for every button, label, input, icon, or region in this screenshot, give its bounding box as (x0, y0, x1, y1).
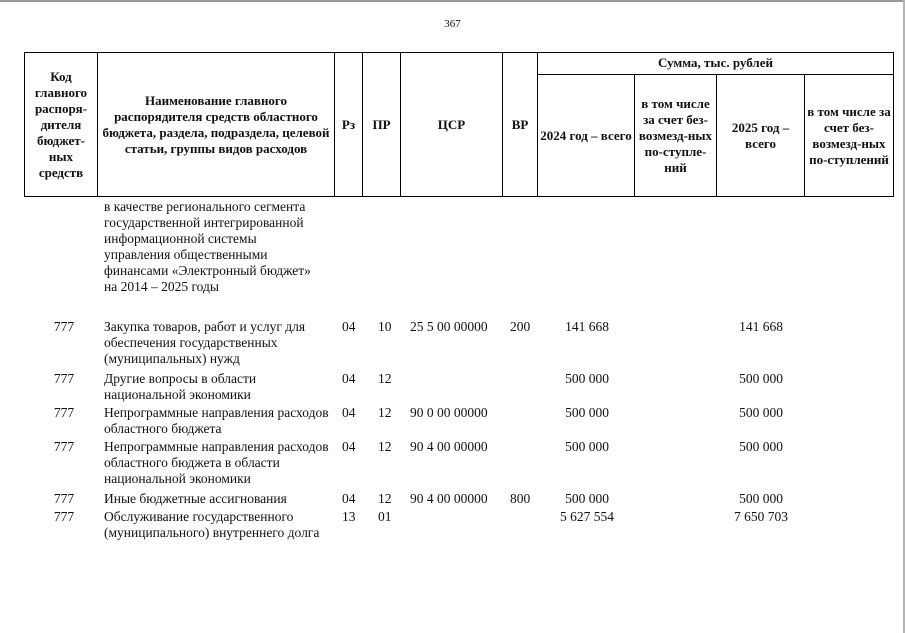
cell-code: 777 (53, 405, 75, 420)
cell-sum-2025: 500 000 (739, 439, 783, 454)
cell-rz: 13 (342, 509, 356, 524)
cell-csr: 25 5 00 00000 (410, 319, 488, 334)
continuation-text: в качестве регионального сегмента государственной интегрированной информационной системы управления общественными финансами «Электронный бюджет» на 2014 – 2025 годы (104, 199, 311, 294)
cell-pr: 12 (378, 405, 392, 420)
cell-name: Иные бюджетные ассигнования (104, 491, 287, 506)
cell-sum-2024: 500 000 (565, 371, 609, 386)
header-2025-total: 2025 год – всего (731, 119, 790, 151)
cell-rz: 04 (342, 439, 356, 454)
cell-name: Другие вопросы в области национальной экономики (104, 371, 257, 402)
header-2024-gratuitous: в том числе за счет без-возмезд-ных по-ступле-ний (638, 95, 713, 175)
cell-csr: 90 4 00 00000 (410, 439, 488, 454)
header-csr: ЦСР (437, 116, 466, 132)
header-2024-total: 2024 год – всего (540, 127, 632, 143)
cell-pr: 12 (378, 491, 392, 506)
header-2025-gratuitous: в том числе за счет без-возмезд-ных по-ступлений (807, 103, 891, 167)
cell-rz: 04 (342, 405, 356, 420)
cell-pr: 01 (378, 509, 392, 524)
cell-code: 777 (53, 439, 75, 454)
header-pr: ПР (372, 116, 391, 132)
cell-csr: 90 0 00 00000 (410, 405, 488, 420)
cell-code: 777 (53, 371, 75, 386)
cell-sum-2025: 500 000 (739, 405, 783, 420)
cell-sum-2024: 500 000 (565, 491, 609, 506)
header-name: Наименование главного распорядителя средств областного бюджета, раздела, подраздела, целевой статьи, группы видов расходов (102, 92, 330, 156)
cell-code: 777 (53, 509, 75, 524)
cell-pr: 12 (378, 439, 392, 454)
cell-sum-2024: 5 627 554 (560, 509, 614, 524)
cell-sum-2025: 7 650 703 (734, 509, 788, 524)
cell-csr: 90 4 00 00000 (410, 491, 488, 506)
cell-pr: 10 (378, 319, 392, 334)
cell-rz: 04 (342, 319, 356, 334)
scan-edge-top (0, 0, 905, 2)
cell-code: 777 (53, 319, 75, 334)
cell-rz: 04 (342, 491, 356, 506)
header-vr: ВР (511, 116, 529, 132)
cell-code: 777 (53, 491, 75, 506)
header-rz: Рз (341, 116, 356, 132)
cell-sum-2025: 141 668 (739, 319, 783, 334)
cell-vr: 800 (510, 491, 531, 506)
page-number: 367 (444, 18, 461, 30)
cell-sum-2024: 500 000 (565, 405, 609, 420)
cell-name: Обслуживание государственного (муниципального) внутреннего долга (104, 509, 320, 540)
cell-sum-2025: 500 000 (739, 491, 783, 506)
cell-rz: 04 (342, 371, 356, 386)
cell-name: Непрограммные направления расходов областного бюджета в области национальной экономики (104, 439, 329, 486)
table-header (24, 52, 894, 197)
header-code: Код главного распоря-дителя бюджет-ных средств (34, 68, 88, 180)
cell-sum-2025: 500 000 (739, 371, 783, 386)
cell-name: Непрограммные направления расходов областного бюджета (104, 405, 329, 436)
header-border-left (24, 52, 25, 197)
cell-name: Закупка товаров, работ и услуг для обеспечения государственных (муниципальных) нужд (104, 319, 306, 366)
cell-sum-2024: 141 668 (565, 319, 609, 334)
cell-vr: 200 (510, 319, 531, 334)
cell-pr: 12 (378, 371, 392, 386)
header-sum: Сумма, тыс. рублей (658, 55, 773, 70)
cell-sum-2024: 500 000 (565, 439, 609, 454)
